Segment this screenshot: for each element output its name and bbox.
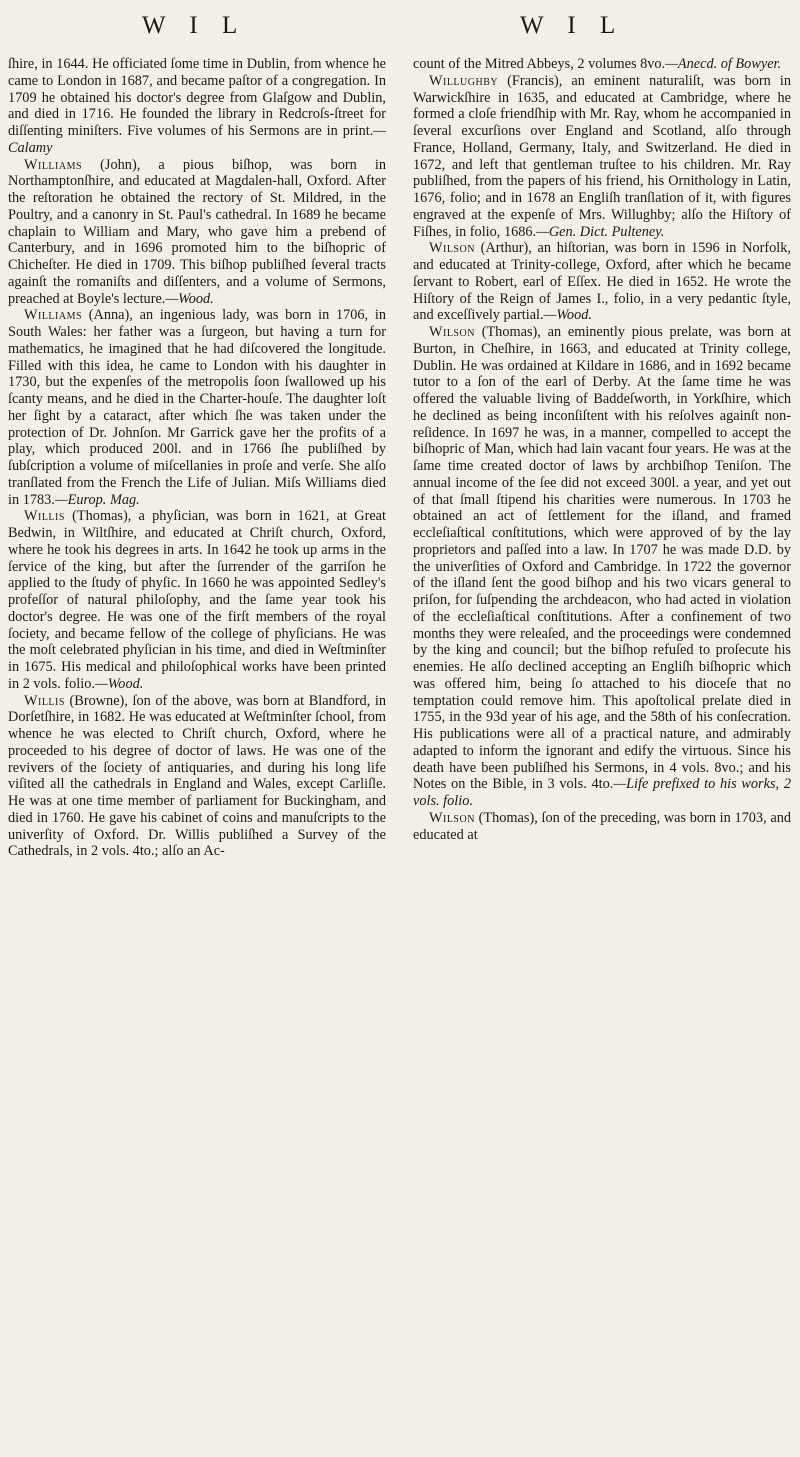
running-head-right: W I L (520, 12, 625, 39)
biographical-entry (8, 56, 386, 157)
entry-name: Wilson (429, 324, 475, 340)
entry-name: Willughby (429, 72, 499, 89)
entry-text: (Anna), an ingenious lady, was born in 1706, in South Wales: her father was a ſurgeon, but having a turn for mathematics, he imagined that he had diſcovered the longitude. Filled with this idea, he came to London with his daughter in 1730, but the expenſes of the metropolis ſoon ſwallowed up his ſcanty means, and he died in the Charter-houſe. The daughter loſt her ſight by a cataract, after which ſhe was taken under the protection of Dr. Johnſon. Mr Garrick gave her the profits of a play, which produced 200l. and in 1766 ſhe publiſhed by ſubſcription a volume of miſcellanies in proſe and verſe. She alſo tranſlated from the French the Life of Julian. Miſs Williams died in 1783. (8, 307, 386, 508)
biographical-entry (413, 324, 791, 810)
entry-name: Wilson (429, 809, 475, 826)
entry-source: —Wood. (165, 290, 214, 307)
left-column (8, 56, 386, 860)
right-column (413, 56, 791, 843)
entry-source: —Europ. Mag. (54, 491, 140, 508)
entry-source: —Wood. (94, 675, 144, 692)
entry-text: (Thomas), an eminently pious prelate, was born at Burton, in Cheſhire, in 1663, and educated at Trinity college, Dublin. He was ordained at Kildare in 1686, and in 1692 became tutor to a ſon of the earl of Derby. At the ſame time he was offered the valuable living of Baddeſworth, in Yorkſhire, which he declined as being inconſiſtent with his reſolves againſt non-reſidence. In 1697 he was, in a manner, compelled to accept the biſhopric of Man, which had lain vacant four years. He was at the ſame time created doctor of laws by archbiſhop Teniſon. The annual income of the ſee did not exceed 300l. a year, and yet out of that ſmall ſtipend his charities were numerous. In 1703 he obtained an act of ſettlement for the iſland, and framed eccleſiaſtical conſtitutions, which were approved of by the lay proprietors and paſſed into a law. In 1707 he was made D.D. by the univerſities of Oxford and Cambridge. In 1722 the governor of the iſland ſent the good biſhop and his two vicars general to priſon, for ſuſpending the archdeacon, who had acted in violation of the eccleſiaſtical conſtitutions. After a confinement of two months they were releaſed, and the proceedings were condemned by the king and council; but the biſhop refuſed to proſecute his enemies. He alſo declined accepting an Engliſh biſhopric which was offered him, being ſo attached to his dioceſe that no temptation could remove him. This apoſtolical prelate died in 1755, in the 93d year of his age, and the 58th of his conſecration. His publications were all of a practical nature, and admirably adapted to inform the ignorant and edify the virtuous. Since his death have been publiſhed his Sermons, in 4 vols. 8vo.; and his Notes on the Bible, in 3 vols. 4to. (413, 324, 791, 793)
entry-source: —Gen. Dict. Pulteney. (536, 223, 665, 240)
entry-source: —Wood. (543, 307, 592, 324)
entry-name: Wilson (429, 240, 475, 257)
entry-name: Willis (24, 508, 65, 525)
entry-name: Willis (24, 692, 65, 709)
entry-text: (Arthur), an hiſtorian, was born in 1596 in Norfolk, and educated at Trinity-college, Oxford, after which he became ſervant to Robert, earl of Eſſex. He died in 1652. He wrote the Hiſtory of the Reign of James I., folio, in a very pedantic ſtyle, and exceſſively partial. (413, 240, 791, 324)
running-head (0, 12, 800, 42)
running-head-left: W I L (142, 12, 247, 39)
biographical-entry (413, 73, 791, 241)
entry-source: —Calamy (8, 123, 386, 156)
biographical-entry (413, 240, 791, 324)
entry-text: (Browne), ſon of the above, was born at Blandford, in Dorſetſhire, in 1682. He was educated at Weſtminſter ſchool, from whence he was elected to Chriſt church, Oxford, where he proceeded to his degree of doctor of laws. He was one of the revivers of the ſociety of antiquaries, and during his long life viſited all the cathedrals in England and Wales, except Carliſle. He was at one time member of parliament for Buckingham, and died in 1760. He gave his cabinet of coins and manuſcripts to the univerſity of Oxford. Dr. Willis publiſhed a Survey of the Cathedrals, in 2 vols. 4to.; alſo an Ac- (8, 692, 386, 860)
entry-text: (Thomas), a phyſician, was born in 1621, at Great Bedwin, in Wiltſhire, and educated at Chriſt church, Oxford, where he took his degrees in arts. In 1642 he took up arms in the ſervice of the king, but after the ſurrender of the garriſon he applied to the ſtudy of phyſic. In 1660 he was appointed Sedley's profeſſor of natural philoſophy, and the ſame year took his doctor's degree. He was one of the firſt members of the royal ſociety, and became fellow of the college of phyſicians. He was the moſt celebrated phyſician in his time, and died in Weſtminſter in 1675. His medical and philoſophical works have been printed in 2 vols. folio. (8, 508, 386, 692)
entry-name: Williams (24, 156, 83, 173)
biographical-entry (8, 157, 386, 308)
entry-text: (Francis), an eminent naturaliſt, was born in Warwickſhire in 1635, and educated at Cambridge, where he formed a cloſe friendſhip with Mr. Ray, whom he accompanied in ſeveral excurſions over England and Scotland, alſo through France, Holland, Germany, Italy, and Switzerland. He died in 1672, and left that gentleman truſtee to his children. Mr. Ray publiſhed, from the papers of his friend, his Ornithology in Latin, 1676, folio; and in 1678 an Engliſh tranſlation of it, with figures engraved at the expenſe of Mrs. Willughby; alſo the Hiſtory of Fiſhes, in folio, 1686. (413, 72, 791, 240)
biographical-entry (413, 810, 791, 844)
biographical-entry (8, 307, 386, 508)
entry-name: Williams (24, 307, 83, 324)
biographical-entry (413, 56, 791, 73)
entry-text: (Thomas), ſon of the preceding, was born in 1703, and educated at (413, 809, 791, 843)
entry-text: count of the Mitred Abbeys, 2 volumes 8vo. (413, 56, 666, 72)
entry-source: —Life prefixed to his works, 2 vols. folio. (413, 776, 791, 809)
entry-source: —Anecd. of Bowyer. (665, 56, 782, 72)
entry-text: ſhire, in 1644. He officiated ſome time in Dublin, from whence he came to London in 1687, and became paſtor of a congregation. In 1709 he obtained his doctor's degree from Glaſgow and Dublin, and died in 1716. He founded the library in Redcroſs-ſtreet for diſſenting miniſters. Five volumes of his Sermons are in print. (8, 56, 386, 139)
entry-text: (John), a pious biſhop, was born in Northamptonſhire, and educated at Magdalen-hall, Oxford. After the reſtoration he obtained the rectory of St. Mildred, in the Poultry, and a canonry in St. Paul's cathedral. In 1689 he became chaplain to William and Mary, who gave him a prebend of Canterbury, and in 1696 promoted him to the biſhopric of Chicheſter. He died in 1709. This biſhop publiſhed ſeveral tracts againſt the romaniſts and diſſenters, and a volume of Sermons, preached at Boyle's lecture. (8, 156, 386, 307)
biographical-entry (8, 693, 386, 861)
biographical-entry (8, 508, 386, 692)
